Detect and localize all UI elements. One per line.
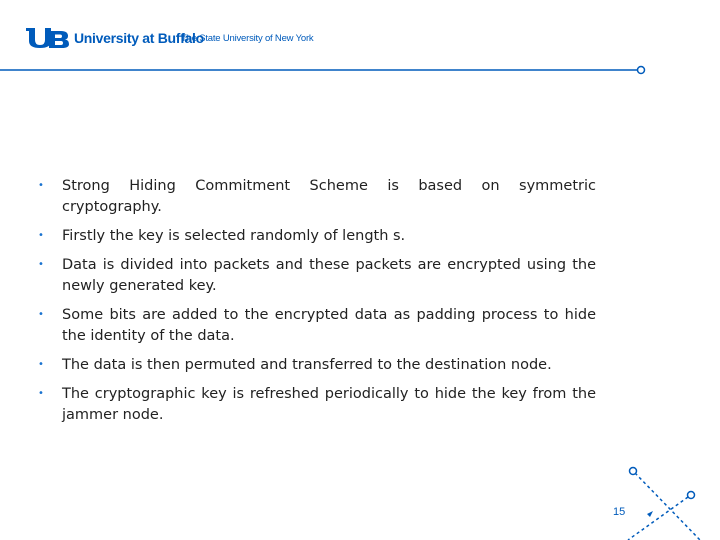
- page-number: 15: [613, 506, 626, 518]
- bullet-text: The cryptographic key is refreshed periodically to hide the key from the jammer node.: [62, 386, 596, 423]
- decorative-lines: [600, 455, 720, 540]
- bullet-item: [36, 305, 596, 347]
- header-divider: [0, 64, 720, 76]
- slide-header: [0, 0, 720, 80]
- bullet-marker: •: [38, 180, 44, 191]
- bullet-text: Firstly the key is selected randomly of length s.: [62, 228, 406, 244]
- bullet-marker: •: [38, 230, 44, 241]
- bullet-marker: •: [38, 309, 44, 320]
- bullet-text: The data is then permuted and transferred to the destination node.: [62, 357, 552, 373]
- bullet-item: [36, 384, 596, 426]
- ub-logo-icon: [25, 27, 71, 49]
- university-subtitle: The State University of New York: [181, 33, 314, 44]
- bullet-text: Some bits are added to the encrypted data as padding process to hide the identity of the data.: [62, 307, 596, 344]
- university-name: University at Buffalo: [74, 30, 204, 46]
- bullet-item: [36, 355, 596, 376]
- bullet-item: [36, 255, 596, 297]
- bullet-marker: •: [38, 359, 44, 370]
- bullet-item: [36, 176, 596, 218]
- bullet-list: [36, 176, 596, 434]
- bullet-marker: •: [38, 259, 44, 270]
- bullet-item: [36, 226, 596, 247]
- bullet-text: Strong Hiding Commitment Scheme is based on symmetric cryptography.: [62, 178, 596, 215]
- bullet-marker: •: [38, 388, 44, 399]
- bullet-text: Data is divided into packets and these packets are encrypted using the newly generated key.: [62, 257, 596, 294]
